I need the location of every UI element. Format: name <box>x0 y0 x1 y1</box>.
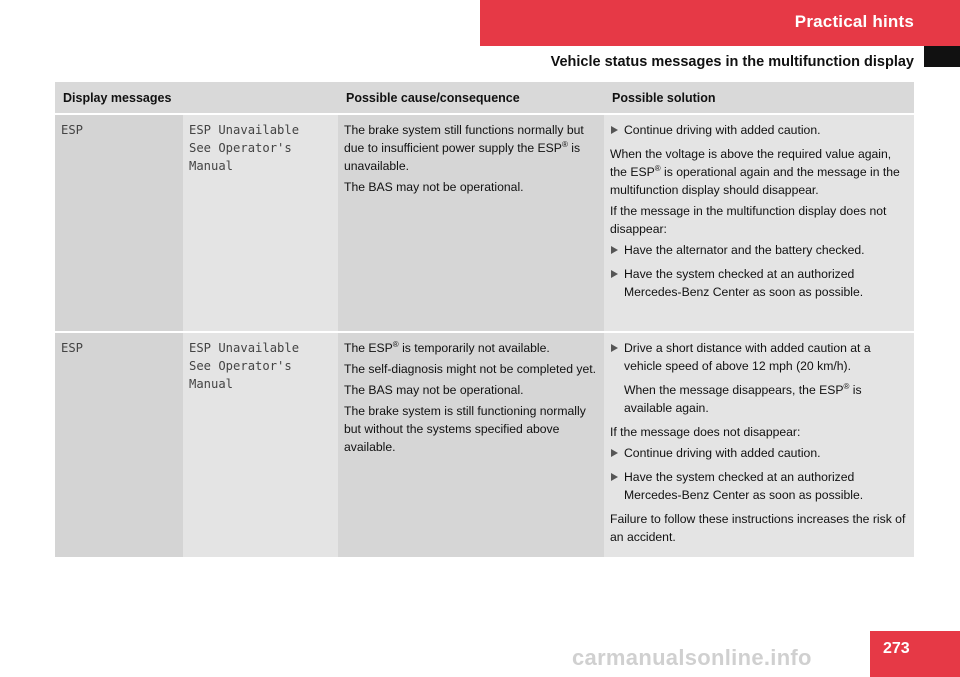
solution-text: Failure to follow these instructions increases the risk of an accident. <box>610 512 906 544</box>
message-line: See Operator's <box>189 141 292 155</box>
solution-cell <box>604 332 914 557</box>
page-number-tab <box>870 631 960 677</box>
page-subtitle: Vehicle status messages in the multifunction display <box>550 54 914 70</box>
solution-cell <box>604 114 914 332</box>
display-message <box>183 114 338 332</box>
cause-text: The self-diagnosis might not be completed yet. <box>344 362 597 376</box>
cause-cell <box>338 332 604 557</box>
header-marker <box>924 46 960 67</box>
page-number: 273 <box>883 640 910 657</box>
table-header-row <box>55 82 914 114</box>
message-line: Manual <box>189 159 234 173</box>
header-display-messages: Display messages <box>55 82 338 114</box>
solution-subtext: When the message disappears, the ESP® is available again. <box>624 381 862 415</box>
solution-step: Have the alternator and the battery checked. <box>610 241 908 259</box>
display-symbol: ESP <box>55 332 183 557</box>
messages-table <box>55 82 914 557</box>
message-line: See Operator's <box>189 359 292 373</box>
solution-text: When the voltage is above the required value again, the ESP® is operational again and the message in the multifunction display should disappear. <box>610 147 900 197</box>
cause-text: The brake system still functions normally but due to insufficient power supply the ESP® is unavailable. <box>344 123 584 173</box>
cause-text: The BAS may not be operational. <box>344 383 524 397</box>
solution-step: Have the system checked at an authorized Mercedes-Benz Center as soon as possible. <box>610 265 908 301</box>
section-title: Practical hints <box>794 12 914 31</box>
display-message <box>183 332 338 557</box>
solution-text: If the message does not disappear: <box>610 425 801 439</box>
message-line: ESP Unavailable <box>189 123 300 137</box>
cause-cell <box>338 114 604 332</box>
cause-text: The BAS may not be operational. <box>344 180 524 194</box>
display-symbol: ESP <box>55 114 183 332</box>
watermark: carmanualsonline.info <box>572 645 812 670</box>
cause-text: The brake system is still functioning normally but without the systems specified above available. <box>344 404 586 454</box>
message-line: Manual <box>189 377 234 391</box>
table-row <box>55 114 914 332</box>
message-line: ESP Unavailable <box>189 341 300 355</box>
header-possible-cause: Possible cause/consequence <box>338 82 604 114</box>
solution-step: Continue driving with added caution. <box>610 121 908 139</box>
solution-text: If the message in the multifunction display does not disappear: <box>610 204 887 236</box>
table-row <box>55 332 914 557</box>
header-possible-solution: Possible solution <box>604 82 914 114</box>
cause-text: The ESP® is temporarily not available. <box>344 339 550 355</box>
solution-step: Continue driving with added caution. <box>610 444 908 462</box>
solution-step: Have the system checked at an authorized Mercedes-Benz Center as soon as possible. <box>610 468 908 504</box>
solution-step: Drive a short distance with added caution at a vehicle speed of above 12 mph (20 km/h). <box>610 339 908 375</box>
